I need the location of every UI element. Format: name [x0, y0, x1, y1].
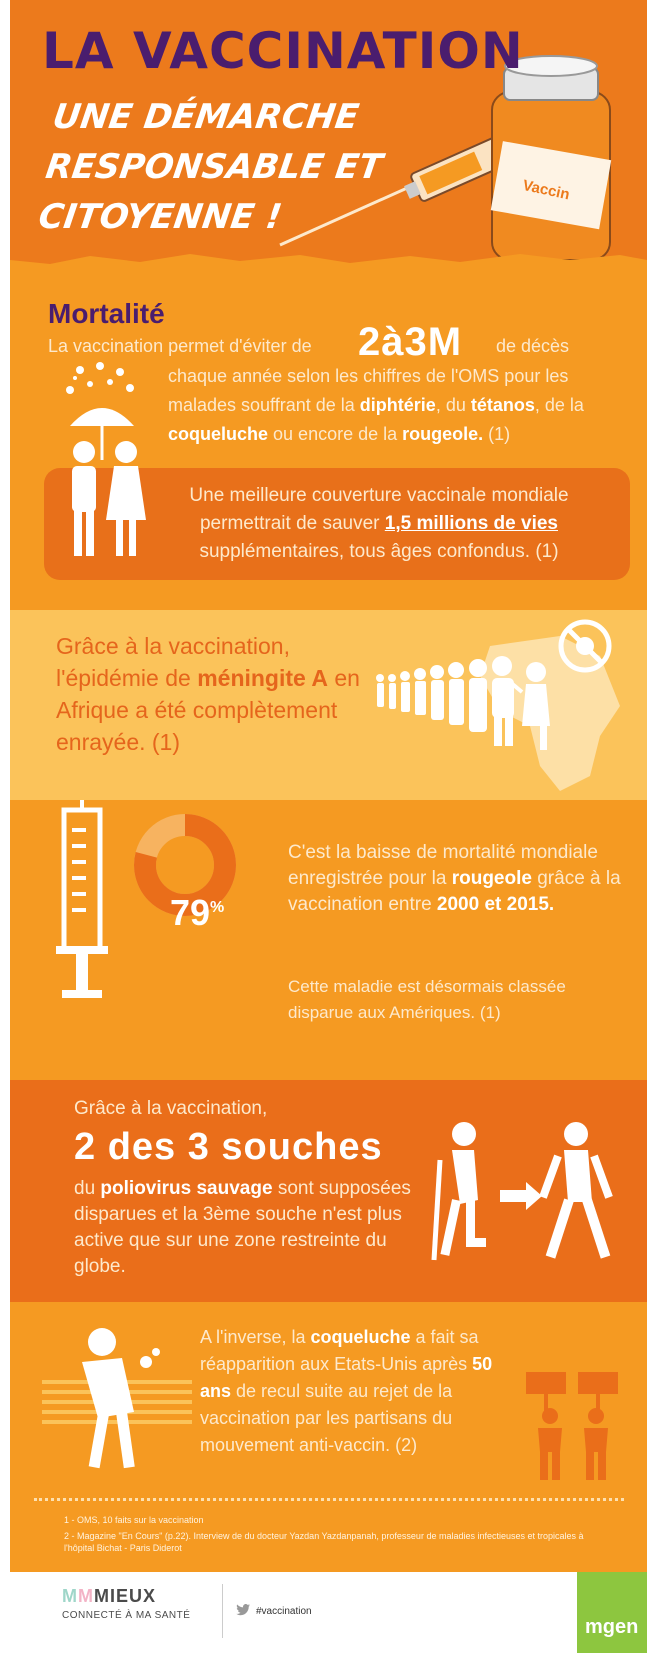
coverage-callout-text: Une meilleure couverture vaccinale mondiale permettrait de sauver 1,5 millions de vies supplémentaires, tous âges confondus. (1) [189, 485, 569, 562]
whooping-cough-highlight: coqueluche [310, 1327, 411, 1347]
measles-section [10, 800, 647, 1080]
hashtag-link[interactable]: #vaccination [256, 1606, 312, 1617]
polio-section [10, 1080, 647, 1302]
syringe-icon [50, 800, 120, 1010]
header-section [10, 0, 647, 270]
disease-diphtheria: diphtérie [359, 395, 436, 415]
footer [10, 1572, 647, 1653]
couple-umbrella-icon [50, 360, 180, 560]
footnotes-section [10, 1492, 647, 1572]
mortality-heading: Mortalité [48, 298, 165, 329]
page-subtitle: UNE DÉMARCHE RESPONSABLE ET CITOYENNE ! [36, 97, 385, 237]
years-highlight: 50 ans [200, 1354, 493, 1401]
measles-percentage: 79% [170, 892, 225, 933]
disease-whooping-cough: coqueluche [168, 424, 269, 444]
coughing-person-icon [42, 1322, 192, 1472]
footnote-1: 1 - OMS, 10 faits sur la vaccination [64, 1515, 204, 1525]
meningitis-text: Grâce à la vaccination, l'épidémie de méningite A en Afrique a été complètement enrayée. (1) [56, 633, 360, 755]
measles-highlight: rougeole [451, 868, 532, 889]
mmmieux-logo[interactable]: MMMIEUX [62, 1586, 157, 1606]
mortality-intro-end: de décès [496, 336, 570, 356]
polio-intro: Grâce à la vaccination, [74, 1098, 268, 1119]
disease-measles: rougeole. [402, 424, 484, 444]
mortality-section [10, 270, 647, 610]
measles-text: C'est la baisse de mortalité mondiale enregistrée pour la rougeole grâce à la vaccination entre 2000 et 2015. [288, 842, 621, 915]
meningitis-section [10, 610, 647, 800]
polio-text: du poliovirus sauvage sont supposées disparues et la 3ème souche n'est plus active que sur une zone restreinte du globe. [74, 1178, 411, 1277]
meningitis-highlight: méningite A [197, 665, 328, 691]
whooping-cough-text: A l'inverse, la coqueluche a fait sa réapparition aux Etats-Unis après 50 ans de recul suite au rejet de la vaccination par les partisans du mouvement anti-vaccin. (2) [200, 1327, 493, 1455]
twitter-icon[interactable] [236, 1604, 250, 1616]
whooping-cough-section [10, 1302, 647, 1492]
footer-divider [222, 1584, 223, 1638]
mortality-paragraph: chaque année selon les chiffres de l'OMS pour les malades souffrant de la diphtérie, du tétanos, de la coqueluche ou encore de la rougeole. (1) [168, 366, 584, 444]
vial-label: Vaccin [521, 176, 572, 204]
footnote-2: 2 - Magazine "En Cours" (p.22). Interview de du docteur Yazdan Yazdanpanah, professeur de maladies infectieuses et tropicales à l'hôpital Bichat - Paris Diderot [64, 1531, 584, 1553]
polio-strains-figure: 2 des 3 souches [74, 1126, 383, 1168]
disease-tetanus: tétanos [470, 395, 535, 415]
mmmieux-tagline: CONNECTÉ À MA SANTÉ [62, 1610, 191, 1621]
dotted-divider [34, 1498, 624, 1501]
page-title: LA VACCINATION [42, 22, 524, 80]
crutch-to-walking-icon [430, 1120, 620, 1280]
mortality-intro: La vaccination permet d'éviter de [48, 336, 312, 356]
lives-saved-highlight: 1,5 millions de vies [384, 513, 558, 534]
deaths-avoided-figure: 2à3M [358, 320, 463, 364]
africa-vaccination-queue-illustration [370, 616, 640, 796]
protesters-icon [526, 1372, 626, 1482]
torn-edge-divider [10, 248, 647, 270]
mgen-logo[interactable]: mgen [577, 1572, 647, 1653]
measles-americas-text: Cette maladie est désormais classée disparue aux Amériques. (1) [288, 977, 566, 1022]
polio-highlight: poliovirus sauvage [100, 1178, 273, 1199]
